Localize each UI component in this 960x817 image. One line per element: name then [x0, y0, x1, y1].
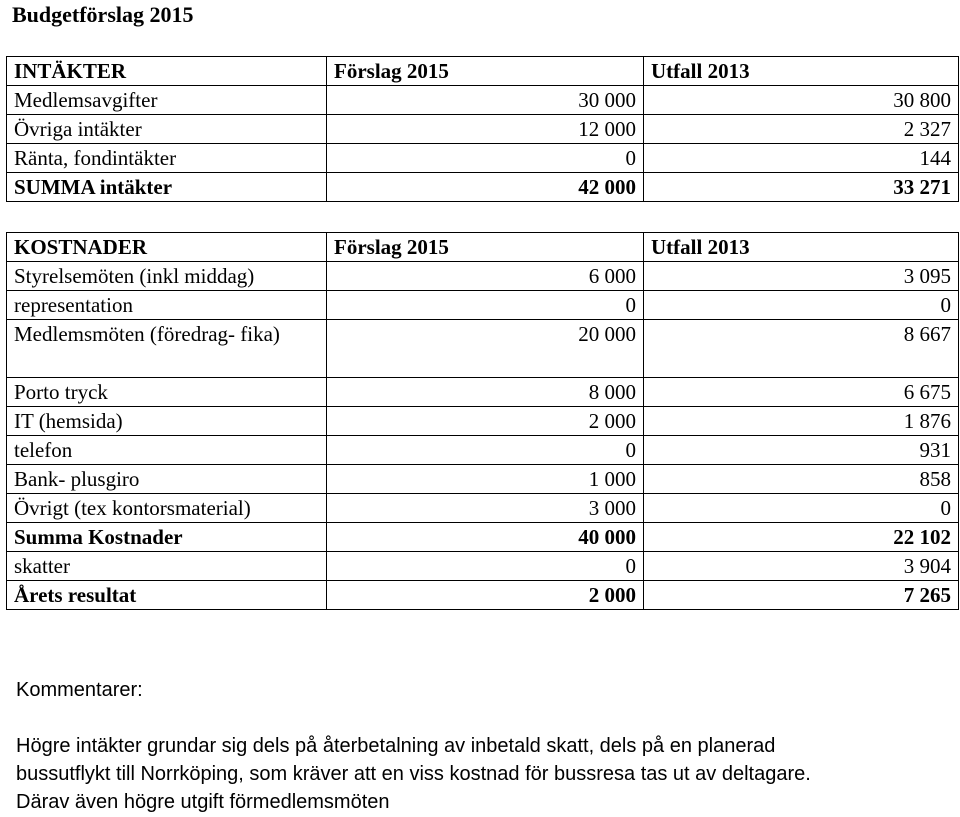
costs-total-label: Summa Kostnader	[7, 523, 327, 552]
table-row	[7, 291, 959, 320]
costs-total-row	[7, 523, 959, 552]
row-utfall: 0	[644, 494, 959, 523]
row-forslag: 30 000	[327, 86, 644, 115]
tax-utfall: 3 904	[644, 552, 959, 581]
row-forslag: 6 000	[327, 262, 644, 291]
tax-row	[7, 552, 959, 581]
table-row	[7, 378, 959, 407]
row-label: Bank- plusgiro	[7, 465, 327, 494]
row-label: telefon	[7, 436, 327, 465]
tax-label: skatter	[7, 552, 327, 581]
row-forslag: 20 000	[327, 320, 644, 378]
income-header-forslag: Förslag 2015	[327, 57, 644, 86]
row-label: Medlemsavgifter	[7, 86, 327, 115]
costs-total-forslag: 40 000	[327, 523, 644, 552]
income-table	[6, 56, 959, 202]
row-forslag: 3 000	[327, 494, 644, 523]
income-total-label: SUMMA intäkter	[7, 173, 327, 202]
row-utfall: 144	[644, 144, 959, 173]
row-forslag: 8 000	[327, 378, 644, 407]
table-row	[7, 494, 959, 523]
table-row	[7, 262, 959, 291]
result-row	[7, 581, 959, 610]
income-total-utfall: 33 271	[644, 173, 959, 202]
result-label: Årets resultat	[7, 581, 327, 610]
row-forslag: 0	[327, 144, 644, 173]
row-utfall: 0	[644, 291, 959, 320]
result-forslag: 2 000	[327, 581, 644, 610]
income-header-utfall: Utfall 2013	[644, 57, 959, 86]
table-row	[7, 320, 959, 378]
income-header-label: INTÄKTER	[7, 57, 327, 86]
income-total-forslag: 42 000	[327, 173, 644, 202]
tax-forslag: 0	[327, 552, 644, 581]
row-label: Övriga intäkter	[7, 115, 327, 144]
row-utfall: 6 675	[644, 378, 959, 407]
result-utfall: 7 265	[644, 581, 959, 610]
row-forslag: 1 000	[327, 465, 644, 494]
comments-text: Högre intäkter grundar sig dels på återbetalning av inbetald skatt, dels på en planerad bussutflykt till Norrköping, som kräver att en viss kostnad för bussresa tas ut av deltagare. Därav även högre utgift förmedlemsmöten	[16, 735, 811, 813]
costs-header-row	[7, 233, 959, 262]
row-forslag: 2 000	[327, 407, 644, 436]
row-utfall: 30 800	[644, 86, 959, 115]
row-utfall: 2 327	[644, 115, 959, 144]
costs-table	[6, 232, 959, 610]
table-row	[7, 407, 959, 436]
row-label: Styrelsemöten (inkl middag)	[7, 262, 327, 291]
row-utfall: 931	[644, 436, 959, 465]
costs-total-utfall: 22 102	[644, 523, 959, 552]
table-row	[7, 86, 959, 115]
row-label: Porto tryck	[7, 378, 327, 407]
document-title: Budgetförslag 2015	[12, 2, 194, 27]
table-row	[7, 436, 959, 465]
row-utfall: 858	[644, 465, 959, 494]
comments-section	[16, 676, 946, 816]
row-utfall: 3 095	[644, 262, 959, 291]
table-row	[7, 115, 959, 144]
costs-header-utfall: Utfall 2013	[644, 233, 959, 262]
row-label: Övrigt (tex kontorsmaterial)	[7, 494, 327, 523]
comments-label: Kommentarer:	[16, 679, 143, 701]
costs-header-forslag: Förslag 2015	[327, 233, 644, 262]
row-label: Ränta, fondintäkter	[7, 144, 327, 173]
row-label: Medlemsmöten (föredrag- fika)	[7, 320, 327, 378]
row-label: representation	[7, 291, 327, 320]
row-forslag: 0	[327, 436, 644, 465]
costs-header-label: KOSTNADER	[7, 233, 327, 262]
income-header-row	[7, 57, 959, 86]
row-utfall: 1 876	[644, 407, 959, 436]
table-row	[7, 465, 959, 494]
row-forslag: 0	[327, 291, 644, 320]
income-total-row	[7, 173, 959, 202]
table-row	[7, 144, 959, 173]
row-forslag: 12 000	[327, 115, 644, 144]
row-utfall: 8 667	[644, 320, 959, 378]
row-label: IT (hemsida)	[7, 407, 327, 436]
